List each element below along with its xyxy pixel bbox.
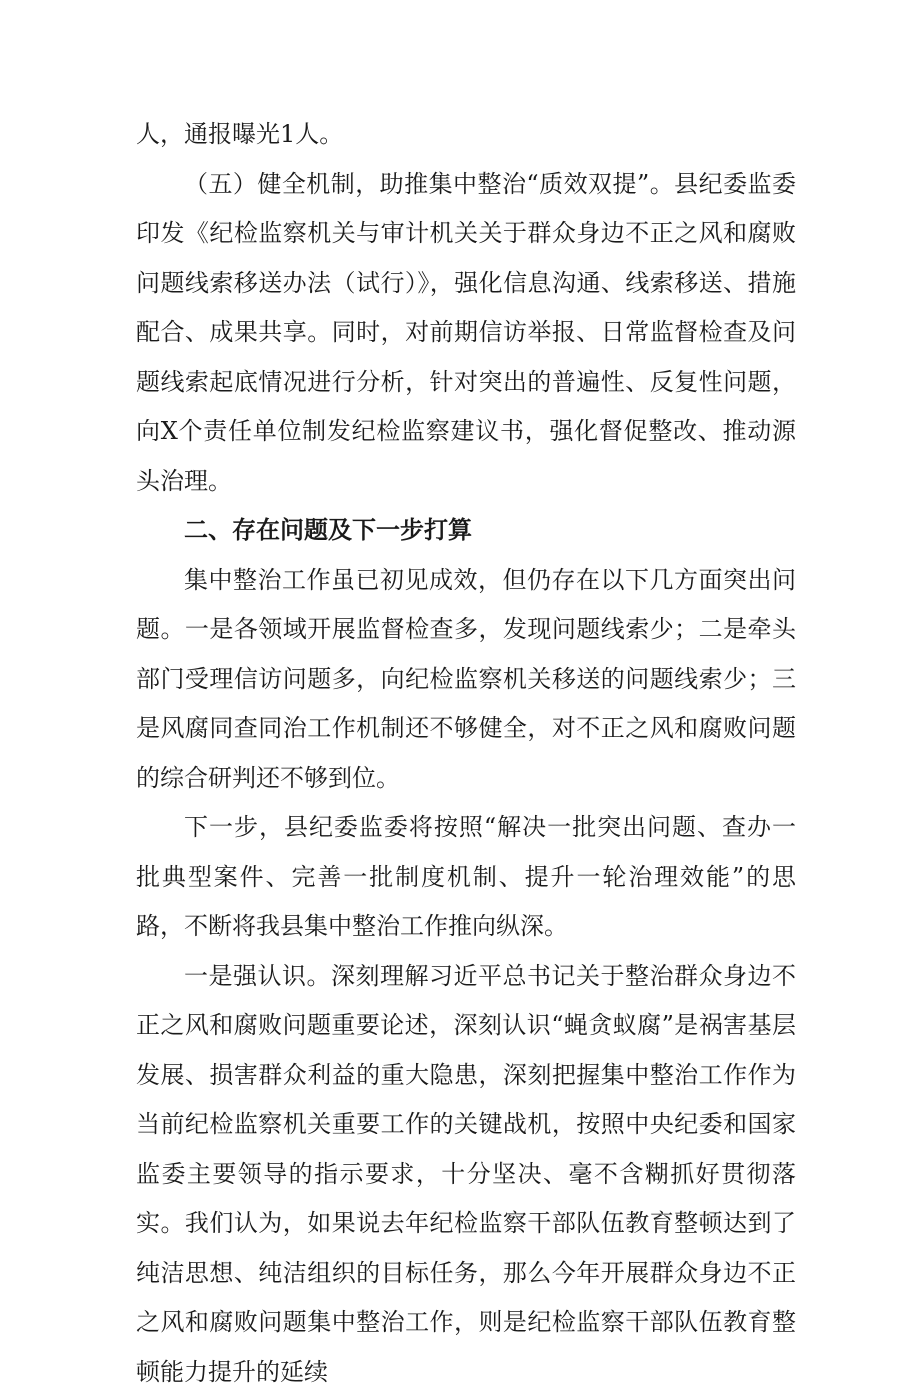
- document-body: [136, 110, 796, 1397]
- paragraph-continuation: 人，通报曝光1人。: [136, 110, 796, 160]
- paragraph-problems: 集中整治工作虽已初见成效，但仍存在以下几方面突出问题。一是各领域开展监督检查多，发现问题线索少；二是牵头部门受理信访问题多，向纪检监察机关移送的问题线索少；三是风腐同查同治工作机制还不够健全，对不正之风和腐败问题的综合研判还不够到位。: [136, 556, 796, 804]
- paragraph-mechanism: （五）健全机制，助推集中整治“质效双提”。县纪委监委印发《纪检监察机关与审计机关关于群众身边不正之风和腐败问题线索移送办法（试行）》，强化信息沟通、线索移送、措施配合、成果共享。同时，对前期信访举报、日常监督检查及问题线索起底情况进行分析，针对突出的普遍性、反复性问题，向X个责任单位制发纪检监察建议书，强化督促整改、推动源头治理。: [136, 160, 796, 507]
- paragraph-awareness: 一是强认识。深刻理解习近平总书记关于整治群众身边不正之风和腐败问题重要论述，深刻认识“蝇贪蚁腐”是祸害基层发展、损害群众利益的重大隐患，深刻把握集中整治工作作为当前纪检监察机关重要工作的关键战机，按照中央纪委和国家监委主要领导的指示要求，十分坚决、毫不含糊抓好贯彻落实。我们认为，如果说去年纪检监察干部队伍教育整顿达到了纯洁思想、纯洁组织的目标任务，那么今年开展群众身边不正之风和腐败问题集中整治工作，则是纪检监察干部队伍教育整顿能力提升的延续: [136, 952, 796, 1397]
- paragraph-next-steps: 下一步，县纪委监委将按照“解决一批突出问题、查办一批典型案件、完善一批制度机制、提升一轮治理效能”的思路，不断将我县集中整治工作推向纵深。: [136, 803, 796, 952]
- section-heading: 二、存在问题及下一步打算: [136, 506, 796, 556]
